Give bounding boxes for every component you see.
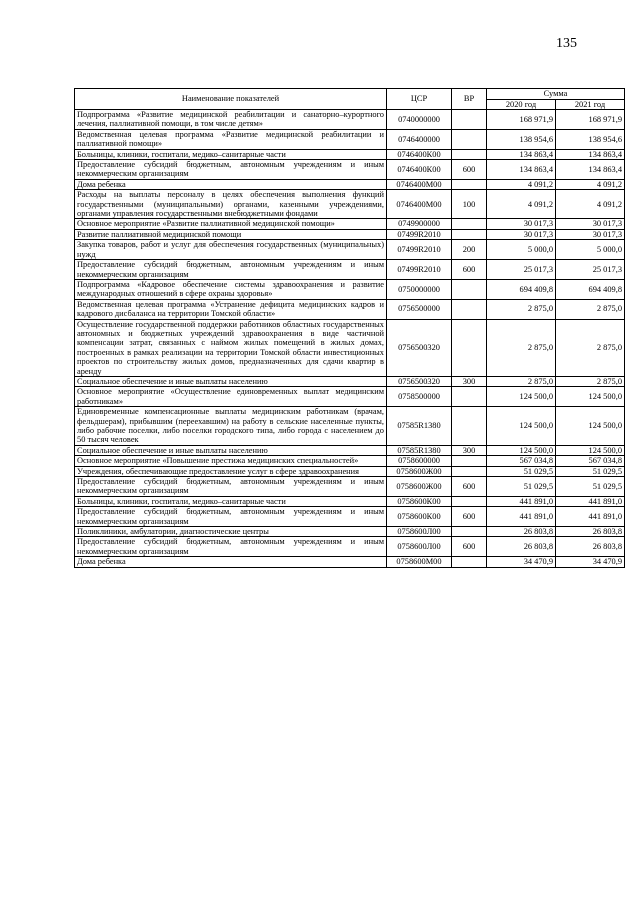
row-value-2020: 441 891,0 (487, 507, 556, 527)
row-name: Единовременные компенсационные выплаты медицинским работникам (врачам, фельдшерам), прибывшим (переехавшим) на работу в сельские населенные пункты, либо рабочие поселки, либо поселки городского типа, либо города с населением до 50 тысяч человек (75, 407, 387, 446)
table-row (75, 260, 625, 280)
row-vr: 600 (452, 160, 487, 180)
row-value-2021: 441 891,0 (556, 496, 625, 506)
row-vr (452, 407, 487, 446)
row-vr (452, 387, 487, 407)
row-value-2021: 694 409,8 (556, 279, 625, 299)
row-name: Предоставление субсидий бюджетным, автономным учреждениям и иным некоммерческим организациям (75, 477, 387, 497)
row-value-2021: 5 000,0 (556, 240, 625, 260)
row-name: Дома ребенка (75, 557, 387, 567)
row-name: Развитие паллиативной медицинской помощи (75, 229, 387, 239)
row-value-2020: 567 034,8 (487, 456, 556, 466)
table-row (75, 445, 625, 455)
table-row (75, 149, 625, 159)
row-name: Социальное обеспечение и иные выплаты населению (75, 445, 387, 455)
row-value-2020: 2 875,0 (487, 299, 556, 319)
row-vr (452, 149, 487, 159)
header-vr: ВР (452, 89, 487, 110)
row-value-2021: 4 091,2 (556, 179, 625, 189)
row-vr: 600 (452, 477, 487, 497)
row-vr: 600 (452, 260, 487, 280)
row-csr: 07499R2010 (387, 229, 452, 239)
row-name: Подпрограмма «Развитие медицинской реабилитации и санаторно–курортного лечения, паллиативной помощи, в том числе детям» (75, 110, 387, 130)
row-csr: 0758600М00 (387, 557, 452, 567)
row-vr: 300 (452, 445, 487, 455)
row-vr (452, 557, 487, 567)
row-csr: 0749900000 (387, 219, 452, 229)
row-value-2020: 26 803,8 (487, 527, 556, 537)
row-value-2021: 2 875,0 (556, 376, 625, 386)
row-value-2021: 30 017,3 (556, 219, 625, 229)
row-csr: 0758500000 (387, 387, 452, 407)
row-value-2021: 51 029,5 (556, 466, 625, 476)
row-vr (452, 110, 487, 130)
row-value-2020: 124 500,0 (487, 387, 556, 407)
table-row (75, 299, 625, 319)
row-csr: 07499R2010 (387, 260, 452, 280)
row-vr (452, 319, 487, 376)
row-value-2020: 51 029,5 (487, 477, 556, 497)
row-value-2020: 2 875,0 (487, 376, 556, 386)
row-csr: 07585R1380 (387, 407, 452, 446)
row-value-2020: 4 091,2 (487, 190, 556, 219)
row-csr: 0740000000 (387, 110, 452, 130)
row-value-2020: 4 091,2 (487, 179, 556, 189)
table-row (75, 179, 625, 189)
row-vr: 200 (452, 240, 487, 260)
row-csr: 0758600К00 (387, 496, 452, 506)
header-sum: Сумма (487, 89, 625, 100)
row-name: Предоставление субсидий бюджетным, автономным учреждениям и иным некоммерческим организациям (75, 507, 387, 527)
table-row (75, 527, 625, 537)
row-name: Предоставление субсидий бюджетным, автономным учреждениям и иным некоммерческим организациям (75, 160, 387, 180)
header-name: Наименование показателей (75, 89, 387, 110)
row-csr: 0746400К00 (387, 160, 452, 180)
row-vr: 600 (452, 537, 487, 557)
row-name: Подпрограмма «Кадровое обеспечение системы здравоохранения и развитие международных отношений в сфере охраны здоровья» (75, 279, 387, 299)
row-vr: 100 (452, 190, 487, 219)
table-row (75, 279, 625, 299)
row-value-2020: 30 017,3 (487, 219, 556, 229)
row-value-2021: 441 891,0 (556, 507, 625, 527)
row-value-2021: 124 500,0 (556, 387, 625, 407)
row-name: Расходы на выплаты персоналу в целях обеспечения выполнения функций государственными (муниципальными) органами, казенными учреждениями, органами управления государственными внебюджетными фондами (75, 190, 387, 219)
table-row (75, 466, 625, 476)
row-csr: 0746400000 (387, 129, 452, 149)
row-value-2020: 134 863,4 (487, 160, 556, 180)
row-value-2021: 567 034,8 (556, 456, 625, 466)
row-value-2021: 124 500,0 (556, 445, 625, 455)
row-vr (452, 179, 487, 189)
table-row (75, 240, 625, 260)
budget-table (74, 88, 625, 568)
table-row (75, 376, 625, 386)
row-value-2021: 2 875,0 (556, 299, 625, 319)
header-2020: 2020 год (487, 99, 556, 110)
table-row (75, 557, 625, 567)
table-row (75, 219, 625, 229)
row-vr (452, 299, 487, 319)
row-csr: 0746400К00 (387, 149, 452, 159)
row-vr (452, 279, 487, 299)
table-row (75, 496, 625, 506)
row-name: Социальное обеспечение и иные выплаты населению (75, 376, 387, 386)
row-vr (452, 527, 487, 537)
table-row (75, 110, 625, 130)
row-csr: 0758600Ж00 (387, 466, 452, 476)
table-row (75, 456, 625, 466)
row-csr: 0746400М00 (387, 179, 452, 189)
row-csr: 0758600Л00 (387, 527, 452, 537)
row-value-2021: 26 803,8 (556, 527, 625, 537)
row-csr: 0758600Л00 (387, 537, 452, 557)
row-value-2020: 124 500,0 (487, 407, 556, 446)
row-csr: 0756500000 (387, 299, 452, 319)
row-csr: 0750000000 (387, 279, 452, 299)
row-name: Поликлиники, амбулатории, диагностические центры (75, 527, 387, 537)
row-csr: 07585R1380 (387, 445, 452, 455)
table-row (75, 229, 625, 239)
row-value-2020: 168 971,9 (487, 110, 556, 130)
row-value-2021: 34 470,9 (556, 557, 625, 567)
row-value-2020: 34 470,9 (487, 557, 556, 567)
row-value-2021: 138 954,6 (556, 129, 625, 149)
row-vr (452, 456, 487, 466)
row-name: Основное мероприятие «Повышение престижа медицинских специальностей» (75, 456, 387, 466)
row-value-2021: 4 091,2 (556, 190, 625, 219)
table-row (75, 407, 625, 446)
table-row (75, 160, 625, 180)
row-value-2020: 51 029,5 (487, 466, 556, 476)
row-value-2020: 694 409,8 (487, 279, 556, 299)
row-value-2021: 2 875,0 (556, 319, 625, 376)
row-vr (452, 219, 487, 229)
table-row (75, 190, 625, 219)
row-name: Основное мероприятие «Осуществление единовременных выплат медицинским работникам» (75, 387, 387, 407)
row-value-2021: 134 863,4 (556, 149, 625, 159)
row-name: Дома ребенка (75, 179, 387, 189)
row-value-2021: 168 971,9 (556, 110, 625, 130)
row-name: Больницы, клиники, госпитали, медико–санитарные части (75, 496, 387, 506)
row-name: Осуществление государственной поддержки работников областных государственных автономных и бюджетных учреждений здравоохранения в виде частичной компенсации затрат, связанных с наймом жилых помещений в жилых домах, построенных в рамках реализации на территории Томской области инвестиционных проектов по строительству жилых домов, предназначенных для сдачи квартир в аренду (75, 319, 387, 376)
header-csr: ЦСР (387, 89, 452, 110)
row-vr (452, 229, 487, 239)
row-name: Ведомственная целевая программа «Устранение дефицита медицинских кадров и кадрового дисбаланса на территории Томской области» (75, 299, 387, 319)
row-value-2021: 25 017,3 (556, 260, 625, 280)
row-csr: 0758600Ж00 (387, 477, 452, 497)
row-value-2020: 134 863,4 (487, 149, 556, 159)
row-value-2020: 30 017,3 (487, 229, 556, 239)
row-vr: 300 (452, 376, 487, 386)
page-number: 135 (556, 36, 577, 51)
row-value-2020: 26 803,8 (487, 537, 556, 557)
row-csr: 0756500320 (387, 319, 452, 376)
row-vr (452, 129, 487, 149)
row-vr: 600 (452, 507, 487, 527)
row-vr (452, 496, 487, 506)
table-row (75, 507, 625, 527)
row-value-2020: 2 875,0 (487, 319, 556, 376)
table-row (75, 129, 625, 149)
row-name: Предоставление субсидий бюджетным, автономным учреждениям и иным некоммерческим организациям (75, 260, 387, 280)
row-csr: 0758600К00 (387, 507, 452, 527)
row-name: Ведомственная целевая программа «Развитие медицинской реабилитации и паллиативной помощи» (75, 129, 387, 149)
row-vr (452, 466, 487, 476)
row-value-2020: 25 017,3 (487, 260, 556, 280)
row-value-2020: 5 000,0 (487, 240, 556, 260)
row-value-2020: 124 500,0 (487, 445, 556, 455)
row-value-2020: 441 891,0 (487, 496, 556, 506)
row-csr: 0758600000 (387, 456, 452, 466)
header-2021: 2021 год (556, 99, 625, 110)
row-name: Предоставление субсидий бюджетным, автономным учреждениям и иным некоммерческим организациям (75, 537, 387, 557)
row-value-2021: 51 029,5 (556, 477, 625, 497)
row-csr: 07499R2010 (387, 240, 452, 260)
table-row (75, 477, 625, 497)
table-row (75, 537, 625, 557)
row-name: Закупка товаров, работ и услуг для обеспечения государственных (муниципальных) нужд (75, 240, 387, 260)
row-name: Основное мероприятие «Развитие паллиативной медицинской помощи» (75, 219, 387, 229)
row-name: Больницы, клиники, госпитали, медико–санитарные части (75, 149, 387, 159)
table-row (75, 319, 625, 376)
row-value-2021: 124 500,0 (556, 407, 625, 446)
row-name: Учреждения, обеспечивающие предоставление услуг в сфере здравоохранения (75, 466, 387, 476)
row-value-2021: 134 863,4 (556, 160, 625, 180)
row-value-2021: 26 803,8 (556, 537, 625, 557)
row-csr: 0746400М00 (387, 190, 452, 219)
row-csr: 0756500320 (387, 376, 452, 386)
row-value-2021: 30 017,3 (556, 229, 625, 239)
row-value-2020: 138 954,6 (487, 129, 556, 149)
table-row (75, 387, 625, 407)
